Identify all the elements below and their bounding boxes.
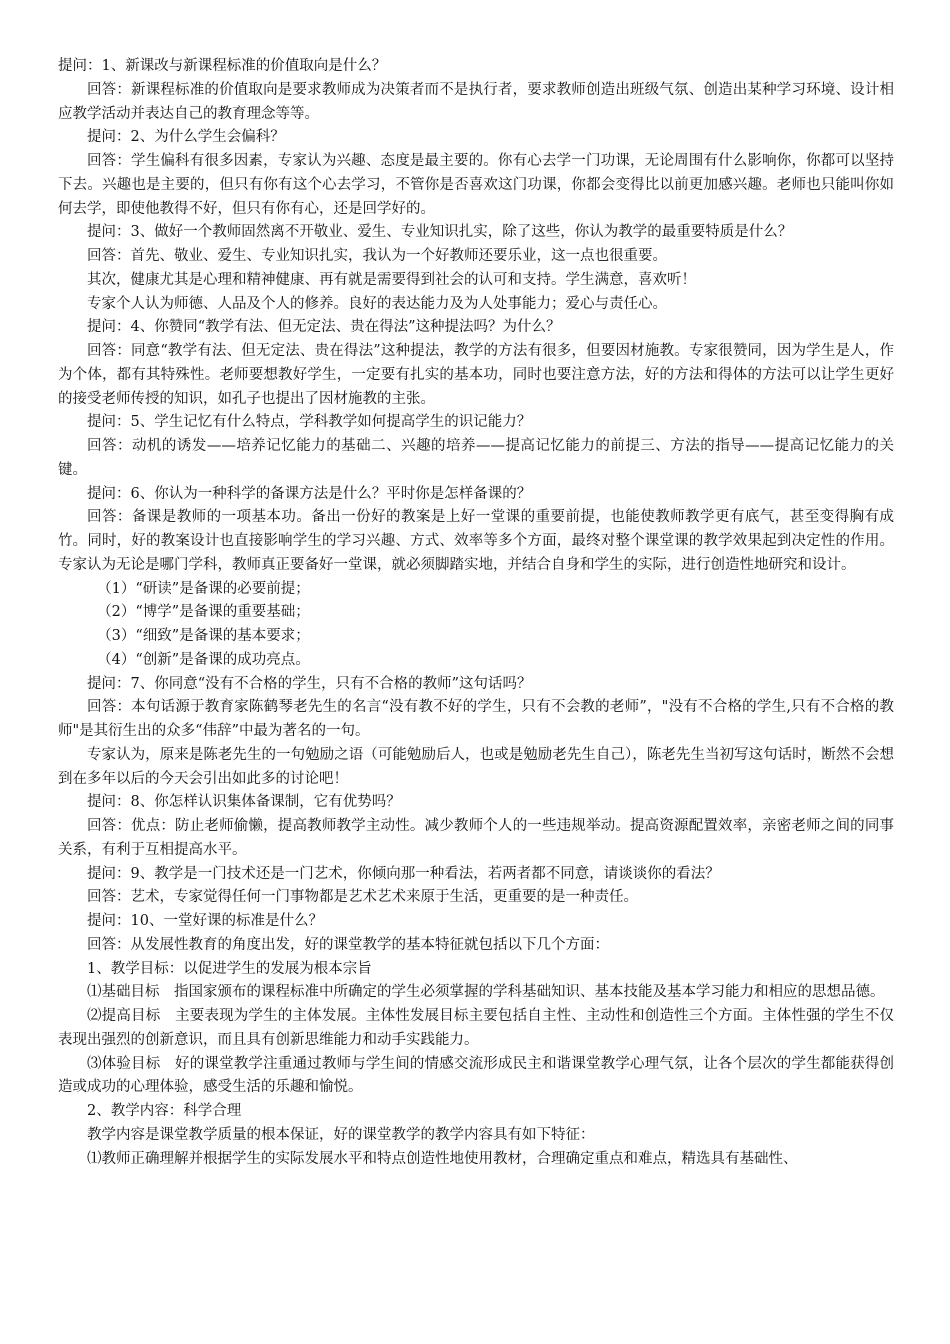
paragraph: 提问：6、你认为一种科学的备课方法是什么？平时你是怎样备课的？ — [87, 485, 532, 502]
paragraph: 1、教学目标：以促进学生的发展为根本宗旨 — [87, 960, 372, 977]
paragraph: ⑶体验目标 好的课堂教学注重通过教师与学生间的情感交流形成民主和谐课堂教学心理气氛，让各个层次的学生都能获得创造或成功的心理体验，感受生活的乐趣和愉悦。 — [58, 1055, 894, 1096]
paragraph: 回答：学生偏科有很多因素，专家认为兴趣、态度是最主要的。你有心去学一门功课，无论周围有什么影响你，你都可以坚持下去。兴趣也是主要的，但只有你有这个心去学习，不管你是否喜欢这门功课，你都会变得比以前更加感兴趣。老师也只能叫你如何去学，即使他教得不好，但只有你有心，还是回学好的。 — [58, 153, 894, 217]
paragraph: 提问：8、你怎样认识集体备课制，它有优势吗？ — [87, 794, 401, 811]
paragraph: 专家认为，原来是陈老先生的一句勉励之语（可能勉励后人，也或是勉励老先生自己），陈老先生当初写这句话时，断然不会想到在多年以后的今天会引出如此多的讨论吧！ — [58, 746, 894, 787]
paragraph: 回答：同意“教学有法、但无定法、贵在得法”这种提法，教学的方法有很多，但要因材施教。专家很赞同，因为学生是人，作为个体，都有其特殊性。老师要想教好学生，一定要有扎实的基本功，同时也要注意方法，好的方法和得体的方法可以让学生更好的接受老师传授的知识，如孔子也提出了因材施教的主张。 — [58, 343, 894, 407]
paragraph: 回答：优点：防止老师偷懒，提高教师教学主动性。减少教师个人的一些违规举动。提高资源配置效率，亲密老师之间的同事关系，有利于互相提高水平。 — [58, 818, 894, 858]
paragraph: 提问：3、做好一个教师固然离不开敬业、爱生、专业知识扎实，除了这些，你认为教学的最重要特质是什么？ — [87, 224, 793, 241]
paragraph: ⑴基础目标 指国家颁布的课程标准中所确定的学生必须掌握的学科基础知识、基本技能及基本学习能力和相应的思想品德。 — [87, 984, 885, 1001]
paragraph: （4）“创新”是备课的成功亮点。 — [97, 651, 310, 668]
paragraph: （3）“细致”是备课的基本要求； — [97, 628, 310, 644]
paragraph: 回答：从发展性教育的角度出发，好的课堂教学的基本特征就包括以下几个方面： — [87, 936, 609, 953]
paragraph: 回答：新课程标准的价值取向是要求教师成为决策者而不是执行者，要求教师创造出班级气氛、创造出某种学习环境、设计相应教学活动并表达自己的教育理念等等。 — [58, 81, 894, 122]
paragraph: 提问：1、新课改与新课程标准的价值取向是什么？ — [58, 58, 387, 74]
paragraph: ⑵提高目标 主要表现为学生的主体发展。主体性发展目标主要包括自主性、主动性和创造性三个方面。主体性强的学生不仅表现出强烈的创新意识，而且具有创新思维能力和动手实践能力。 — [58, 1008, 894, 1048]
paragraph: 其次，健康尤其是心理和精神健康、再有就是需要得到社会的认可和支持。学生满意，喜欢听！ — [87, 271, 696, 288]
paragraph: 回答：备课是教师的一项基本功。备出一份好的教案是上好一堂课的重要前提，也能使教师教学更有底气，甚至变得胸有成竹。同时，好的教案设计也直接影响学生的学习兴趣、方式、效率等多个方面，最终对整个课堂课的教学效果起到决定性的作用。专家认为无论是哪门学科，教师真正要备好一堂课，就必须脚踏实地，并结合自身和学生的实际，进行创造性地研究和设计。 — [58, 509, 894, 573]
paragraph: 提问：5、学生记忆有什么特点，学科教学如何提高学生的识记能力？ — [87, 414, 532, 431]
paragraph: 提问：10、一堂好课的标准是什么？ — [87, 913, 323, 929]
paragraph: 2、教学内容：科学合理 — [87, 1103, 242, 1119]
paragraph: 回答：本句话源于教育家陈鹤琴老先生的名言“没有教不好的学生，只有不会教的老师”，"没有不合格的学生,只有不合格的教师"是其衍生出的众多“伟辞”中最为著名的一句。 — [58, 699, 894, 739]
paragraph: 提问：4、你赞同“教学有法、但无定法、贵在得法”这种提法吗？为什么？ — [87, 319, 561, 336]
paragraph: 回答：艺术，专家觉得任何一门事物都是艺术艺术来原于生活，更重要的是一种责任。 — [87, 889, 638, 906]
document-page — [58, 55, 894, 1171]
paragraph: 提问：9、教学是一门技术还是一门艺术，你倾向那一种看法，若两者都不同意，请谈谈你的看法？ — [87, 865, 720, 882]
paragraph: 回答：首先、敬业、爱生、专业知识扎实，我认为一个好教师还要乐业，这一点也很重要。 — [87, 248, 667, 264]
paragraph: 专家个人认为师德、人品及个人的修养。良好的表达能力及为人处事能力；爱心与责任心。 — [87, 295, 667, 312]
paragraph: （2）“博学”是备课的重要基础； — [97, 604, 310, 621]
paragraph: 提问：2、为什么学生会偏科？ — [87, 129, 285, 146]
paragraph: （1）“研读”是备课的必要前提； — [97, 580, 310, 597]
paragraph: 回答：动机的诱发——培养记忆能力的基础二、兴趣的培养——提高记忆能力的前提三、方法的指导——提高记忆能力的关键。 — [58, 438, 894, 478]
paragraph: ⑴教师正确理解并根据学生的实际发展水平和特点创造性地使用教材，合理确定重点和难点，精选具有基础性、 — [87, 1150, 798, 1167]
paragraph: 提问：7、你同意“没有不合格的学生，只有不合格的教师”这句话吗？ — [87, 675, 532, 692]
paragraph: 教学内容是课堂教学质量的根本保证，好的课堂教学的教学内容具有如下特征： — [87, 1126, 595, 1143]
